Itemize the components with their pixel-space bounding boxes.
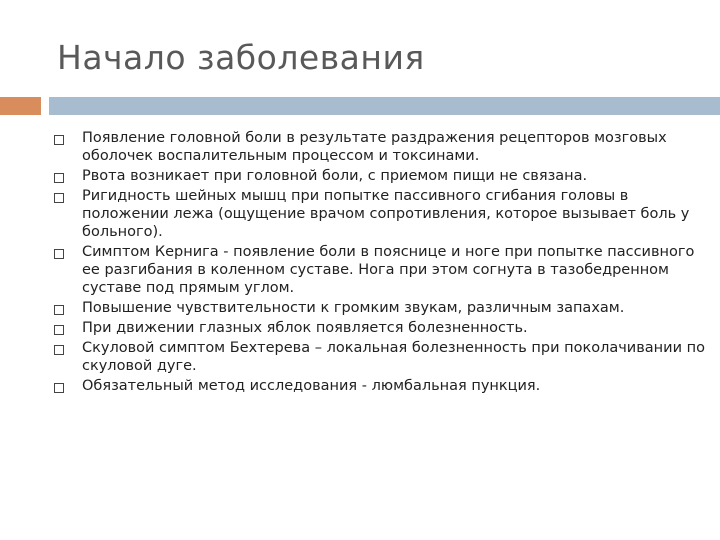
bullet-item — [54, 320, 714, 338]
bullet-item — [54, 188, 714, 241]
square-bullet-icon — [54, 249, 64, 259]
bullet-list — [54, 130, 714, 398]
square-bullet-icon — [54, 305, 64, 315]
square-bullet-icon — [54, 135, 64, 145]
accent-bar-orange — [0, 97, 41, 115]
bullet-item — [54, 340, 714, 376]
bullet-item — [54, 168, 714, 186]
bullet-text: Повышение чувствительности к громким звукам, различным запахам. — [82, 299, 625, 316]
accent-bar-blue — [49, 97, 720, 115]
bullet-item — [54, 244, 714, 297]
square-bullet-icon — [54, 193, 64, 203]
bullet-item — [54, 130, 714, 166]
slide-title: Начало заболевания — [57, 38, 425, 77]
bullet-item — [54, 300, 714, 318]
bullet-text: Появление головной боли в результате раздражения рецепторов мозговых оболочек воспалительным процессом и токсинами. — [82, 130, 667, 164]
bullet-text: Симптом Кернига - появление боли в пояснице и ноге при попытке пассивного ее разгибания в коленном суставе. Нога при этом согнута в тазобедренном суставе под прямым углом. — [82, 243, 695, 296]
square-bullet-icon — [54, 383, 64, 393]
bullet-text: Скуловой симптом Бехтерева – локальная болезненность при поколачивании по скуловой дуге. — [82, 340, 705, 374]
bullet-item — [54, 378, 714, 396]
bullet-text: Рвота возникает при головной боли, с приемом пищи не связана. — [82, 167, 588, 184]
bullet-text: Обязательный метод исследования - люмбальная пункция. — [82, 378, 541, 395]
bullet-text: Ригидность шейных мышц при попытке пассивного сгибания головы в положении лежа (ощущение врачом сопротивления, которое вызывает боль у больного). — [82, 188, 690, 240]
square-bullet-icon — [54, 173, 64, 183]
square-bullet-icon — [54, 345, 64, 355]
bullet-text: При движении глазных яблок появляется болезненность. — [82, 319, 528, 336]
square-bullet-icon — [54, 325, 64, 335]
